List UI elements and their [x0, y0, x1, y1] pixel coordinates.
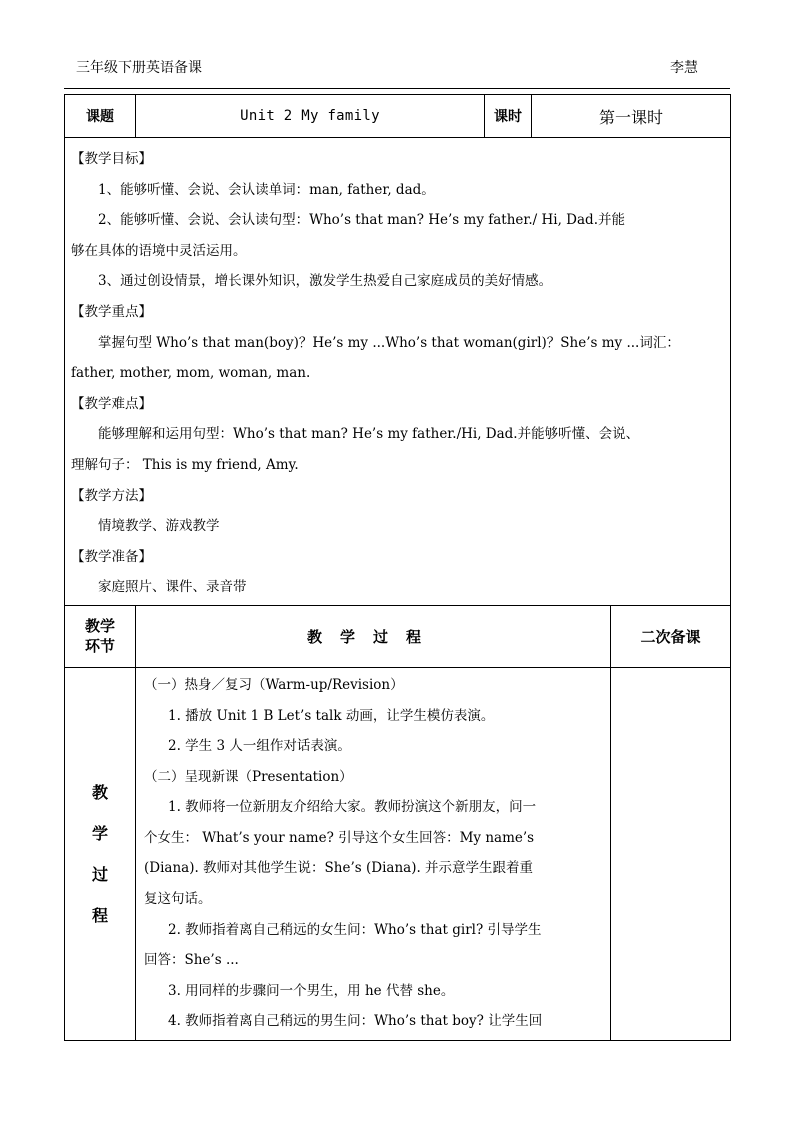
process-line: （一）热身／复习（Warm-up/Revision） [144, 676, 404, 693]
header-author: 李慧 [670, 60, 698, 76]
lesson-plan-table [64, 94, 731, 1041]
header-subject: 三年级下册英语备课 [76, 60, 202, 76]
process-line: 2. 学生 3 人一组作对话表演。 [168, 738, 351, 755]
process-content [136, 667, 611, 1040]
period-label: 课时 [485, 95, 532, 138]
process-line: 2. 教师指着离自己稍远的女生问：Who’s that girl? 引导学生 [168, 921, 542, 938]
prep-heading: 【教学准备】 [71, 548, 152, 565]
process-label: 教学过程 [136, 605, 611, 667]
goals-heading: 【教学目标】 [71, 151, 152, 167]
difficult-point: 能够理解和运用句型：Who’s that man? He’s my father./Hi, Dad.并能够听懂、会说、 [98, 426, 640, 443]
key-point: father, mother, mom, woman, man. [71, 365, 311, 382]
objectives-cell [65, 138, 731, 606]
topic-value: Unit 2 My family [136, 95, 485, 138]
topic-label: 课题 [65, 95, 136, 138]
process-line: 1. 教师将一位新朋友介绍给大家。教师扮演这个新朋友，问一 [168, 799, 537, 816]
process-line: 4. 教师指着离自己稍远的男生问：Who’s that boy? 让学生回 [168, 1013, 543, 1030]
process-line: 个女生： What’s your name? 引导这个女生回答：My name’s [144, 829, 535, 846]
period-value: 第一课时 [532, 95, 731, 138]
process-line: 复这句话。 [144, 891, 212, 908]
prep-text: 家庭照片、课件、录音带 [98, 579, 247, 596]
info-row [65, 95, 731, 138]
process-row [65, 667, 731, 1040]
process-header-row [65, 605, 731, 667]
key-heading: 【教学重点】 [71, 303, 152, 320]
goal-item: 够在具体的语境中灵活运用。 [71, 242, 247, 259]
side-char: 过 [91, 864, 108, 884]
process-line: (Diana). 教师对其他学生说：She’s (Diana). 并示意学生跟着重 [144, 860, 534, 877]
side-char: 程 [91, 905, 108, 925]
method-heading: 【教学方法】 [71, 487, 152, 504]
second-prep-cell[interactable] [611, 667, 731, 1040]
objectives-row [65, 138, 731, 606]
key-point: 掌握句型 Who’s that man(boy)？He’s my ...Who’s that woman(girl)？She’s my ...词汇： [98, 334, 680, 351]
process-line: 回答：She’s ... [144, 952, 239, 969]
difficult-heading: 【教学难点】 [71, 395, 152, 412]
side-char: 学 [91, 823, 108, 843]
goal-item: 3、通过创设情景，增长课外知识，激发学生热爱自己家庭成员的美好情感。 [98, 273, 553, 290]
process-side-label [65, 667, 136, 1040]
header-divider [64, 88, 730, 89]
goal-item: 1、能够听懂、会说、会认读单词：man, father, dad。 [98, 181, 435, 198]
process-line: （二）呈现新课（Presentation） [144, 768, 353, 785]
goal-item: 2、能够听懂、会说、会认读句型：Who’s that man? He’s my father./ Hi, Dad.并能 [98, 212, 625, 229]
process-line: 1. 播放 Unit 1 B Let’s talk 动画，让学生模仿表演。 [168, 707, 495, 724]
difficult-point: 理解句子： This is my friend, Amy. [71, 456, 299, 473]
second-prep-label: 二次备课 [611, 605, 731, 667]
side-char: 教 [91, 782, 108, 802]
method-text: 情境教学、游戏教学 [98, 518, 220, 535]
process-line: 3. 用同样的步骤问一个男生，用 he 代替 she。 [168, 982, 455, 999]
stage-label: 教学环节 [65, 605, 136, 667]
